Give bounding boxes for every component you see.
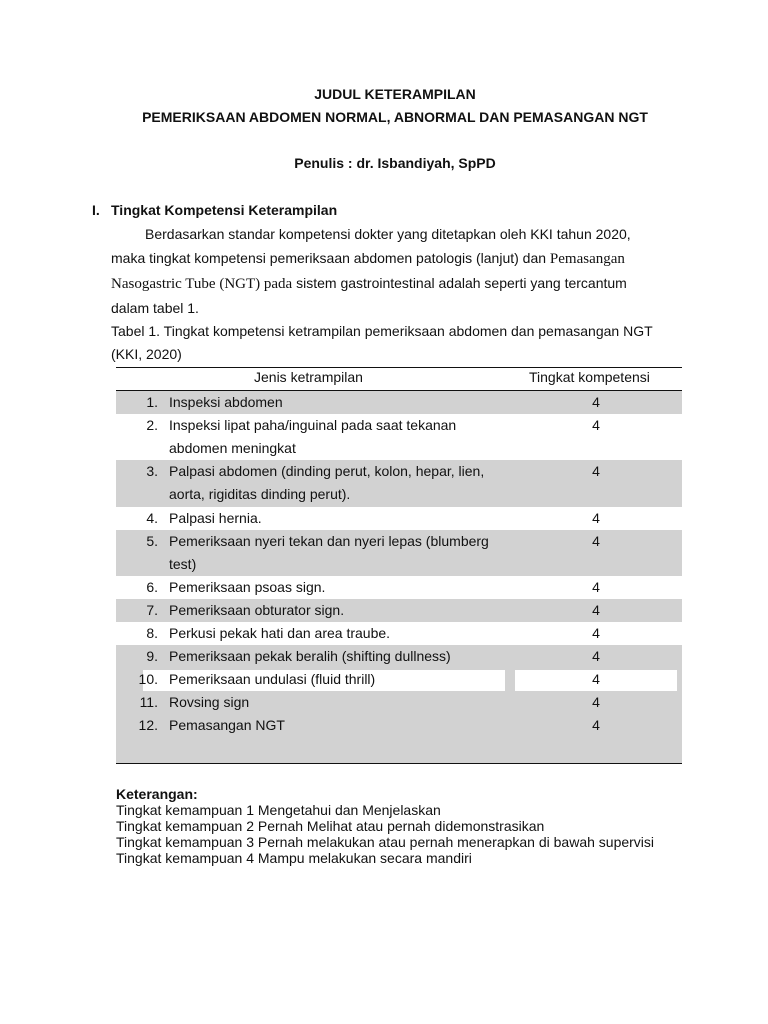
note-item: Tingkat kemampuan 1 Mengetahui dan Menjelaskan <box>116 802 441 818</box>
table-row: 10. Pemeriksaan undulasi (fluid thrill) 4 <box>138 671 600 687</box>
table-row: 8. Perkusi pekak hati dan area traube. 4 <box>146 625 600 641</box>
author-line: Penulis : dr. Isbandiyah, SpPD <box>294 155 496 171</box>
section-number: I. <box>92 202 100 218</box>
table-row: 6. Pemeriksaan psoas sign. 4 <box>146 579 600 595</box>
note-item: Tingkat kemampuan 4 Mampu melakukan secara mandiri <box>116 850 472 866</box>
table-caption: Tabel 1. Tingkat kompetensi ketrampilan pemeriksaan abdomen dan pemasangan NGT (KKI, 2020) <box>111 323 653 362</box>
table-row: 2. Inspeksi lipat paha/inguinal pada saat tekanan abdomen meningkat 4 <box>146 417 600 456</box>
table-row: 1. Inspeksi abdomen 4 <box>116 391 682 414</box>
column-header-level: Tingkat kompetensi <box>529 369 650 385</box>
table-row: 3. Palpasi abdomen (dinding perut, kolon, hepar, lien, aorta, rigiditas dinding perut). 4 <box>116 460 682 507</box>
table-row: 11. Rovsing sign 4 <box>139 694 600 710</box>
document-title: JUDUL KETERAMPILAN <box>314 86 476 102</box>
table-row: 7. Pemeriksaan obturator sign. 4 <box>116 599 682 622</box>
table-row: 4. Palpasi hernia. 4 <box>146 510 600 526</box>
table-row: 12. Pemasangan NGT 4 <box>138 717 600 733</box>
table-bottom-rule <box>116 763 682 764</box>
notes-block <box>116 786 654 866</box>
section-heading <box>92 202 337 218</box>
para-line-3: Nasogastric Tube (NGT) pada sistem gastrointestinal adalah seperti yang tercantum <box>111 275 627 292</box>
document-subtitle: PEMERIKSAAN ABDOMEN NORMAL, ABNORMAL DAN PEMASANGAN NGT <box>142 109 648 125</box>
note-item: Tingkat kemampuan 3 Pernah melakukan atau pernah menerapkan di bawah supervisi <box>116 834 655 850</box>
column-header-skill: Jenis ketrampilan <box>254 369 363 385</box>
intro-paragraph <box>111 222 631 320</box>
para-line-2: maka tingkat kompetensi pemeriksaan abdomen patologis (lanjut) dan Pemasangan <box>111 250 625 267</box>
para-line-1: Berdasarkan standar kompetensi dokter yang ditetapkan oleh KKI tahun 2020, <box>145 226 631 242</box>
table-row: 9. Pemeriksaan pekak beralih (shifting dullness) 4 <box>146 648 600 664</box>
table-row-group <box>116 645 682 763</box>
para-line-4: dalam tabel 1. <box>111 300 199 316</box>
note-item: Tingkat kemampuan 2 Pernah Melihat atau pernah didemonstrasikan <box>116 818 545 834</box>
section-title: Tingkat Kompetensi Keterampilan <box>111 202 338 218</box>
notes-heading: Keterangan: <box>116 786 198 802</box>
table-row: 5. Pemeriksaan nyeri tekan dan nyeri lepas (blumberg test) 4 <box>116 530 682 576</box>
